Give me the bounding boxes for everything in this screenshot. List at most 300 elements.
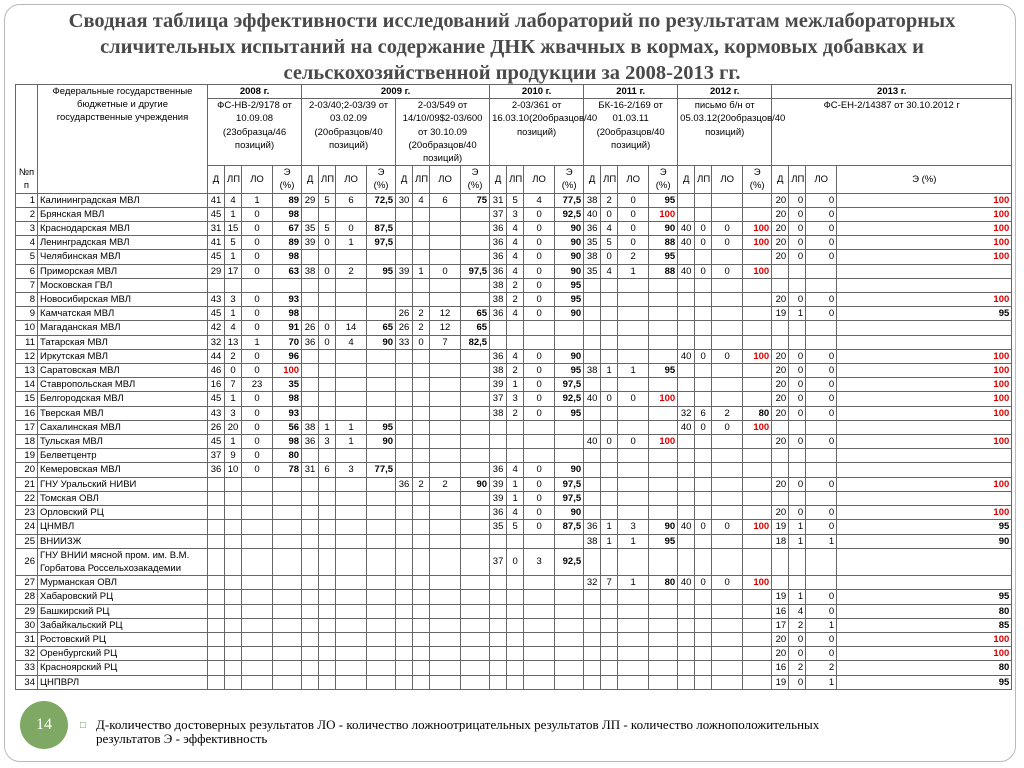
cell-value: [413, 278, 430, 292]
cell-value: [396, 647, 413, 661]
cell-value: [319, 449, 336, 463]
row-number: 6: [16, 264, 38, 278]
cell-value: [396, 378, 413, 392]
cell-value: [319, 534, 336, 548]
cell-value: [319, 349, 336, 363]
cell-value: [772, 491, 789, 505]
cell-efficiency: 100: [649, 392, 678, 406]
cell-value: 19: [772, 520, 789, 534]
cell-value: 38: [490, 293, 507, 307]
cell-efficiency: [367, 278, 396, 292]
cell-efficiency: 90: [367, 435, 396, 449]
cell-value: [490, 632, 507, 646]
table-row: [16, 491, 1012, 505]
cell-value: [319, 364, 336, 378]
cell-value: 2: [225, 349, 242, 363]
cell-value: [601, 307, 618, 321]
cell-efficiency: 100: [743, 264, 772, 278]
cell-value: 0: [695, 420, 712, 434]
cell-value: [695, 307, 712, 321]
cell-value: 1: [789, 534, 806, 548]
cell-value: [507, 632, 524, 646]
cell-efficiency: [461, 520, 490, 534]
cell-efficiency: [555, 534, 584, 548]
cell-value: [396, 435, 413, 449]
cell-value: [336, 520, 367, 534]
cell-value: [490, 449, 507, 463]
cell-value: 0: [806, 506, 837, 520]
cell-efficiency: [837, 420, 1012, 434]
cell-efficiency: 93: [273, 406, 302, 420]
cell-value: [302, 604, 319, 618]
cell-value: [302, 477, 319, 491]
cell-value: [430, 590, 461, 604]
cell-efficiency: 95: [837, 590, 1012, 604]
cell-efficiency: [649, 463, 678, 477]
cell-value: [712, 321, 743, 335]
cell-value: 20: [772, 392, 789, 406]
row-number: 10: [16, 321, 38, 335]
cell-value: 20: [225, 420, 242, 434]
cell-value: 0: [225, 364, 242, 378]
cell-value: [712, 604, 743, 618]
cell-value: [490, 321, 507, 335]
cell-value: 39: [490, 477, 507, 491]
cell-value: [302, 647, 319, 661]
cell-efficiency: [461, 236, 490, 250]
cell-efficiency: 90: [837, 534, 1012, 548]
cell-value: [319, 207, 336, 221]
cell-value: [772, 264, 789, 278]
header-sub: ЛО: [242, 166, 273, 193]
cell-efficiency: 80: [837, 661, 1012, 675]
cell-value: [336, 449, 367, 463]
header-sub: ЛП: [413, 166, 430, 193]
cell-value: 0: [806, 632, 837, 646]
cell-value: [242, 618, 273, 632]
cell-value: 20: [772, 378, 789, 392]
cell-value: 2: [789, 618, 806, 632]
cell-value: [242, 506, 273, 520]
cell-efficiency: [367, 604, 396, 618]
cell-efficiency: [743, 534, 772, 548]
cell-value: 0: [242, 420, 273, 434]
row-organization: Краснодарская МВЛ: [38, 222, 208, 236]
cell-value: 1: [806, 618, 837, 632]
cell-efficiency: [367, 392, 396, 406]
header-sub: ЛО: [712, 166, 743, 193]
cell-value: 0: [806, 477, 837, 491]
cell-value: [618, 675, 649, 689]
cell-value: [225, 590, 242, 604]
cell-efficiency: [461, 364, 490, 378]
cell-value: 0: [618, 435, 649, 449]
cell-value: 31: [302, 463, 319, 477]
cell-value: [618, 604, 649, 618]
cell-value: [302, 661, 319, 675]
cell-value: [618, 632, 649, 646]
table-row: [16, 449, 1012, 463]
cell-value: 3: [507, 207, 524, 221]
cell-value: [490, 576, 507, 590]
cell-efficiency: [743, 463, 772, 477]
cell-efficiency: 92,5: [555, 207, 584, 221]
cell-value: 0: [712, 420, 743, 434]
cell-value: [430, 576, 461, 590]
cell-value: 3: [225, 406, 242, 420]
cell-value: 1: [789, 520, 806, 534]
cell-efficiency: [649, 604, 678, 618]
cell-efficiency: [461, 293, 490, 307]
cell-efficiency: [837, 449, 1012, 463]
cell-value: 0: [524, 250, 555, 264]
cell-value: [584, 604, 601, 618]
cell-value: [336, 618, 367, 632]
cell-efficiency: 100: [649, 435, 678, 449]
header-sub: Д: [584, 166, 601, 193]
cell-value: [584, 406, 601, 420]
cell-value: [806, 321, 837, 335]
cell-value: [524, 435, 555, 449]
table-row: [16, 477, 1012, 491]
cell-value: [208, 278, 225, 292]
cell-value: [695, 534, 712, 548]
table-row: [16, 193, 1012, 207]
cell-value: 0: [524, 406, 555, 420]
cell-value: [601, 349, 618, 363]
header-sub: Д: [678, 166, 695, 193]
cell-value: [225, 278, 242, 292]
cell-value: 2: [413, 321, 430, 335]
cell-efficiency: [461, 506, 490, 520]
cell-value: [584, 293, 601, 307]
cell-efficiency: 90: [367, 335, 396, 349]
cell-efficiency: [649, 548, 678, 575]
cell-efficiency: [273, 491, 302, 505]
cell-value: [413, 435, 430, 449]
cell-efficiency: [649, 647, 678, 661]
cell-value: 45: [208, 435, 225, 449]
cell-value: 19: [772, 675, 789, 689]
cell-value: [584, 477, 601, 491]
cell-value: [396, 349, 413, 363]
cell-efficiency: [743, 364, 772, 378]
row-number: 30: [16, 618, 38, 632]
cell-value: 2: [601, 193, 618, 207]
cell-value: [413, 236, 430, 250]
cell-efficiency: 87,5: [367, 222, 396, 236]
cell-value: [302, 491, 319, 505]
cell-efficiency: [367, 293, 396, 307]
cell-efficiency: [837, 264, 1012, 278]
cell-value: [396, 576, 413, 590]
cell-efficiency: [367, 250, 396, 264]
cell-efficiency: 95: [367, 420, 396, 434]
cell-efficiency: [743, 207, 772, 221]
cell-value: 16: [208, 378, 225, 392]
cell-value: 0: [524, 293, 555, 307]
row-organization: Орловский РЦ: [38, 506, 208, 520]
cell-efficiency: [273, 632, 302, 646]
cell-efficiency: 95: [555, 364, 584, 378]
cell-value: 1: [319, 420, 336, 434]
cell-value: [601, 406, 618, 420]
header-sub: Д: [302, 166, 319, 193]
cell-value: [712, 632, 743, 646]
cell-efficiency: [649, 335, 678, 349]
row-organization: Мурманская ОВЛ: [38, 576, 208, 590]
cell-value: [618, 491, 649, 505]
cell-value: 2: [507, 406, 524, 420]
cell-efficiency: 90: [555, 307, 584, 321]
cell-value: [712, 278, 743, 292]
cell-value: 1: [618, 264, 649, 278]
cell-efficiency: [743, 335, 772, 349]
cell-value: [507, 335, 524, 349]
cell-value: 0: [712, 349, 743, 363]
cell-value: [584, 335, 601, 349]
cell-efficiency: [461, 604, 490, 618]
row-organization: Томская ОВЛ: [38, 491, 208, 505]
cell-value: 0: [695, 236, 712, 250]
cell-value: 0: [524, 392, 555, 406]
cell-value: 36: [490, 250, 507, 264]
cell-value: [618, 506, 649, 520]
cell-value: 0: [242, 364, 273, 378]
cell-value: 0: [507, 548, 524, 575]
cell-efficiency: 97,5: [555, 378, 584, 392]
cell-value: [319, 250, 336, 264]
cell-efficiency: 95: [649, 364, 678, 378]
row-number: 16: [16, 406, 38, 420]
header-sub: ЛП: [695, 166, 712, 193]
cell-value: [225, 618, 242, 632]
cell-value: [430, 222, 461, 236]
cell-value: [430, 435, 461, 449]
cell-value: [601, 506, 618, 520]
header-sub: ЛП: [507, 166, 524, 193]
cell-value: [336, 378, 367, 392]
cell-efficiency: 93: [273, 293, 302, 307]
cell-value: [789, 278, 806, 292]
cell-value: [789, 335, 806, 349]
cell-value: 4: [413, 193, 430, 207]
row-organization: Иркутская МВЛ: [38, 349, 208, 363]
cell-efficiency: [273, 477, 302, 491]
cell-value: [430, 207, 461, 221]
cell-efficiency: 90: [555, 463, 584, 477]
row-organization: Забайкальский РЦ: [38, 618, 208, 632]
cell-value: [601, 661, 618, 675]
cell-value: [712, 661, 743, 675]
cell-value: 4: [225, 193, 242, 207]
cell-value: 36: [490, 463, 507, 477]
cell-efficiency: 95: [649, 250, 678, 264]
cell-value: 4: [601, 264, 618, 278]
cell-efficiency: 100: [837, 477, 1012, 491]
cell-value: [601, 618, 618, 632]
cell-value: 1: [225, 250, 242, 264]
cell-value: [678, 675, 695, 689]
cell-value: [242, 647, 273, 661]
cell-value: [319, 307, 336, 321]
cell-value: 0: [712, 236, 743, 250]
cell-value: 1: [225, 207, 242, 221]
cell-value: [490, 335, 507, 349]
cell-value: 39: [302, 236, 319, 250]
cell-efficiency: 90: [555, 236, 584, 250]
header-sub: Э (%): [461, 166, 490, 193]
table-row: [16, 590, 1012, 604]
cell-efficiency: 100: [837, 193, 1012, 207]
cell-value: [208, 604, 225, 618]
cell-value: [413, 647, 430, 661]
cell-value: [507, 661, 524, 675]
cell-value: [806, 449, 837, 463]
cell-efficiency: 95: [367, 264, 396, 278]
cell-value: 0: [712, 576, 743, 590]
cell-value: 0: [806, 378, 837, 392]
row-organization: Ростовский РЦ: [38, 632, 208, 646]
cell-value: 20: [772, 506, 789, 520]
cell-value: [396, 463, 413, 477]
cell-efficiency: [367, 675, 396, 689]
cell-value: [507, 590, 524, 604]
row-number: 18: [16, 435, 38, 449]
cell-value: [789, 420, 806, 434]
header-doc: 2-03/549 от 14/10/09$2-03/600 от 30.10.09 (20образцов/40 позиций): [396, 99, 490, 166]
cell-value: [789, 264, 806, 278]
cell-efficiency: 100: [837, 378, 1012, 392]
cell-value: 0: [319, 335, 336, 349]
table-row: [16, 548, 1012, 575]
cell-efficiency: [649, 378, 678, 392]
cell-value: [336, 349, 367, 363]
cell-efficiency: [461, 378, 490, 392]
cell-efficiency: [743, 435, 772, 449]
cell-value: [319, 293, 336, 307]
cell-value: [601, 632, 618, 646]
cell-value: [584, 463, 601, 477]
cell-value: [695, 548, 712, 575]
cell-value: 0: [789, 293, 806, 307]
cell-value: 20: [772, 193, 789, 207]
cell-value: 1: [618, 534, 649, 548]
cell-value: 19: [772, 307, 789, 321]
cell-value: [695, 193, 712, 207]
cell-value: 35: [302, 222, 319, 236]
row-number: 23: [16, 506, 38, 520]
cell-value: 0: [806, 435, 837, 449]
cell-value: 5: [507, 193, 524, 207]
cell-value: [695, 463, 712, 477]
cell-efficiency: [367, 364, 396, 378]
cell-value: 0: [413, 335, 430, 349]
cell-value: [430, 520, 461, 534]
cell-efficiency: [461, 647, 490, 661]
cell-value: 5: [601, 236, 618, 250]
cell-value: 1: [806, 675, 837, 689]
cell-efficiency: 77,5: [555, 193, 584, 207]
cell-value: [601, 378, 618, 392]
cell-efficiency: 95: [555, 278, 584, 292]
cell-efficiency: [461, 420, 490, 434]
cell-efficiency: [837, 576, 1012, 590]
cell-value: [524, 335, 555, 349]
header-year: 2010 г.: [490, 85, 584, 99]
row-organization: Белветцентр: [38, 449, 208, 463]
table-row: [16, 250, 1012, 264]
cell-value: 1: [601, 520, 618, 534]
cell-value: [319, 548, 336, 575]
cell-value: 0: [242, 321, 273, 335]
cell-value: [507, 576, 524, 590]
cell-value: 0: [524, 491, 555, 505]
cell-value: 32: [208, 335, 225, 349]
cell-efficiency: 100: [743, 349, 772, 363]
header-sub: Д: [772, 166, 789, 193]
cell-value: 40: [678, 576, 695, 590]
row-organization: Саратовская МВЛ: [38, 364, 208, 378]
table-row: [16, 378, 1012, 392]
cell-value: [396, 618, 413, 632]
cell-value: [396, 675, 413, 689]
cell-efficiency: 100: [837, 222, 1012, 236]
cell-value: [712, 534, 743, 548]
cell-value: [678, 250, 695, 264]
cell-value: 2: [413, 477, 430, 491]
table-row: [16, 264, 1012, 278]
cell-value: [302, 250, 319, 264]
table-row: [16, 618, 1012, 632]
cell-value: [524, 420, 555, 434]
cell-value: [413, 520, 430, 534]
cell-value: 3: [336, 463, 367, 477]
cell-efficiency: [555, 449, 584, 463]
cell-value: 5: [507, 520, 524, 534]
table-row: [16, 335, 1012, 349]
cell-value: [319, 378, 336, 392]
cell-efficiency: [649, 675, 678, 689]
cell-value: 42: [208, 321, 225, 335]
cell-efficiency: 100: [837, 392, 1012, 406]
cell-value: [225, 534, 242, 548]
cell-value: 38: [584, 193, 601, 207]
cell-value: [584, 278, 601, 292]
cell-value: [584, 420, 601, 434]
row-number: 28: [16, 590, 38, 604]
cell-efficiency: 100: [743, 420, 772, 434]
cell-value: [336, 207, 367, 221]
cell-value: 1: [789, 307, 806, 321]
cell-efficiency: [461, 449, 490, 463]
cell-value: 1: [225, 435, 242, 449]
cell-efficiency: 90: [555, 506, 584, 520]
cell-value: 0: [789, 250, 806, 264]
cell-value: 0: [319, 321, 336, 335]
cell-value: [208, 506, 225, 520]
cell-value: 0: [789, 193, 806, 207]
cell-value: [507, 534, 524, 548]
header-sub: Э (%): [273, 166, 302, 193]
cell-value: [430, 278, 461, 292]
row-number: 4: [16, 236, 38, 250]
header-doc: БК-16-2/169 от 01.03.11 (20образцов/40 позиций): [584, 99, 678, 166]
cell-value: [695, 661, 712, 675]
cell-value: 0: [524, 520, 555, 534]
cell-efficiency: 100: [837, 506, 1012, 520]
cell-value: [618, 647, 649, 661]
